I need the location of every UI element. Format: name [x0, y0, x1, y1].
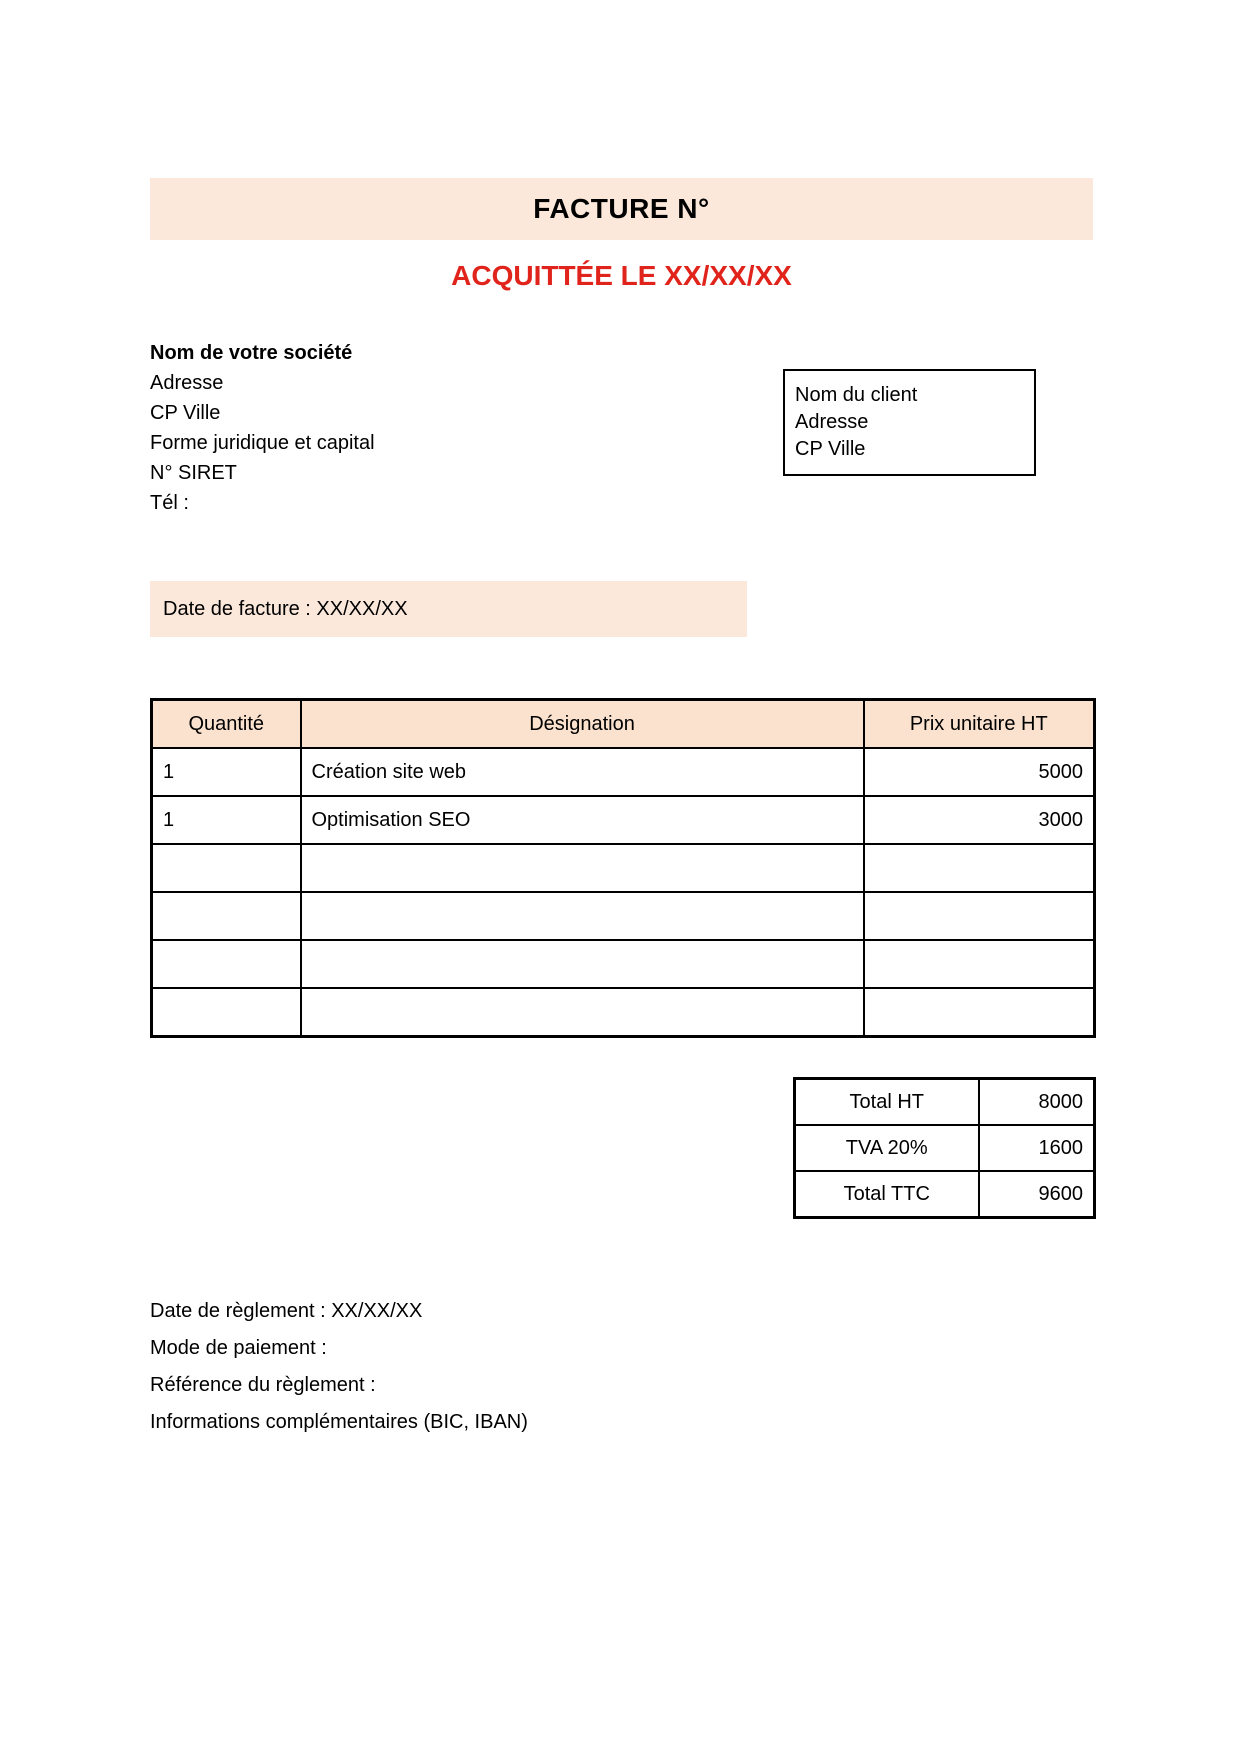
item-row-empty	[152, 988, 1095, 1037]
company-address: Adresse	[150, 372, 224, 394]
invoice-date: Date de facture : XX/XX/XX	[163, 597, 408, 620]
payment-info	[150, 1293, 528, 1441]
company-siret: N° SIRET	[150, 462, 237, 484]
company-legal-form: Forme juridique et capital	[150, 432, 375, 454]
header-unit-price: Prix unitaire HT	[864, 700, 1095, 749]
item-designation	[301, 844, 864, 892]
total-ht-value: 8000	[979, 1079, 1095, 1126]
header-designation: Désignation	[301, 700, 864, 749]
item-unit-price: 5000	[864, 748, 1095, 796]
item-unit-price	[864, 844, 1095, 892]
item-row-empty	[152, 844, 1095, 892]
payment-additional-info: Informations complémentaires (BIC, IBAN)	[150, 1411, 528, 1433]
client-address: Adresse	[795, 411, 869, 433]
item-unit-price: 3000	[864, 796, 1095, 844]
item-designation	[301, 988, 864, 1037]
total-ttc-row	[795, 1171, 1095, 1218]
items-header-row	[152, 700, 1095, 749]
invoice-title: FACTURE N°	[533, 193, 710, 224]
payment-reference: Référence du règlement :	[150, 1374, 376, 1396]
item-unit-price	[864, 940, 1095, 988]
item-row	[152, 796, 1095, 844]
company-info	[150, 338, 375, 518]
item-designation: Optimisation SEO	[301, 796, 864, 844]
company-phone: Tél :	[150, 492, 189, 514]
tva-label: TVA 20%	[795, 1125, 979, 1171]
paid-stamp: ACQUITTÉE LE XX/XX/XX	[451, 260, 792, 291]
item-unit-price	[864, 988, 1095, 1037]
item-quantity	[152, 892, 301, 940]
item-row	[152, 748, 1095, 796]
totals-table	[793, 1077, 1096, 1219]
item-unit-price	[864, 892, 1095, 940]
item-quantity	[152, 940, 301, 988]
tva-value: 1600	[979, 1125, 1095, 1171]
item-designation	[301, 940, 864, 988]
settlement-date: Date de règlement : XX/XX/XX	[150, 1300, 423, 1322]
item-quantity	[152, 988, 301, 1037]
client-city: CP Ville	[795, 438, 866, 460]
item-quantity: 1	[152, 748, 301, 796]
company-city: CP Ville	[150, 402, 221, 424]
company-name: Nom de votre société	[150, 342, 353, 364]
total-ttc-value: 9600	[979, 1171, 1095, 1218]
client-info-box	[783, 369, 1036, 476]
total-ht-label: Total HT	[795, 1079, 979, 1126]
items-table	[150, 698, 1096, 1038]
invoice-title-band	[150, 178, 1093, 240]
tva-row	[795, 1125, 1095, 1171]
item-designation: Création site web	[301, 748, 864, 796]
item-quantity: 1	[152, 796, 301, 844]
total-ht-row	[795, 1079, 1095, 1126]
payment-mode: Mode de paiement :	[150, 1337, 327, 1359]
item-quantity	[152, 844, 301, 892]
header-quantity: Quantité	[152, 700, 301, 749]
item-row-empty	[152, 940, 1095, 988]
invoice-date-band	[150, 581, 747, 637]
item-designation	[301, 892, 864, 940]
total-ttc-label: Total TTC	[795, 1171, 979, 1218]
client-name: Nom du client	[795, 384, 918, 406]
item-row-empty	[152, 892, 1095, 940]
